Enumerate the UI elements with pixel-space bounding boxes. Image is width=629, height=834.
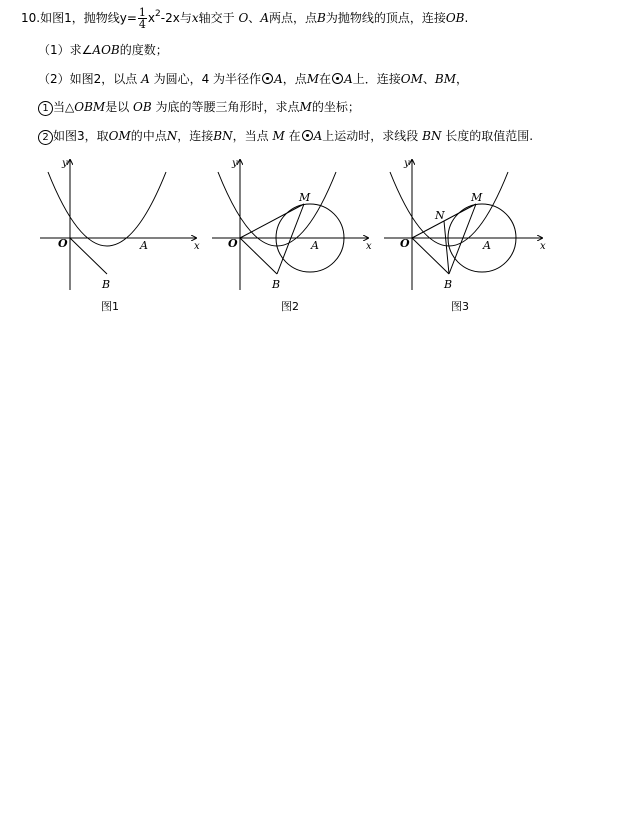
figure-2 bbox=[212, 158, 372, 291]
label-O: O bbox=[228, 237, 238, 250]
label-A: A bbox=[483, 239, 491, 252]
figure-1 bbox=[40, 158, 200, 291]
part-1: （1）求∠AOB的度数； bbox=[38, 43, 168, 57]
label-y: y bbox=[62, 158, 68, 169]
label-M: M bbox=[471, 191, 483, 204]
sub-question-1: 1 当△OBM是以 OB 为底的等腰三角形时，求点M的坐标； bbox=[38, 99, 360, 116]
problem-stem: 10.如图1，抛物线y= $\frac{1}{4}$ $x^2-2x$与x轴交于 O、A两点，点B为抛物线的顶点，连接OB. bbox=[21, 6, 469, 31]
figure-2-caption: 图2 bbox=[281, 300, 299, 313]
circled-number-1: 1 bbox=[38, 101, 53, 116]
segment-BN bbox=[444, 221, 449, 274]
parabola bbox=[218, 172, 336, 246]
figures bbox=[0, 0, 629, 320]
segment-OB bbox=[70, 238, 107, 274]
label-B: B bbox=[102, 278, 111, 291]
figure-3-caption: 图3 bbox=[451, 300, 469, 313]
part-2: （2）如图2，以点 A 为圆心，4 为半径作 A，点M在 A上．连接OM、BM， bbox=[38, 72, 469, 86]
label-A: A bbox=[140, 239, 148, 252]
segment-BM bbox=[277, 204, 304, 274]
figure-1-caption: 图1 bbox=[101, 300, 119, 313]
label-x: x bbox=[540, 241, 546, 252]
label-N: N bbox=[435, 209, 445, 222]
label-x: x bbox=[194, 241, 200, 252]
segment-BM bbox=[449, 204, 476, 274]
parabola bbox=[48, 172, 166, 246]
segment-OB bbox=[412, 238, 449, 274]
label-B: B bbox=[444, 278, 453, 291]
figure-3 bbox=[384, 158, 546, 291]
label-M: M bbox=[299, 191, 311, 204]
label-x: x bbox=[366, 241, 372, 252]
label-O: O bbox=[58, 237, 68, 250]
parabola-formula: y= $\frac{1}{4}$ $x^2-2x$ bbox=[119, 6, 180, 31]
label-A: A bbox=[311, 239, 319, 252]
segment-OM bbox=[240, 204, 304, 238]
label-O: O bbox=[400, 237, 410, 250]
sub-question-2: 2 如图3，取OM的中点N，连接BN，当点 M 在 A上运动时，求线段 BN 长度的取值范围. bbox=[38, 128, 533, 145]
problem-number: 10. bbox=[21, 11, 41, 25]
label-y: y bbox=[232, 158, 238, 169]
label-B: B bbox=[272, 278, 281, 291]
parabola bbox=[390, 172, 508, 246]
circled-number-2: 2 bbox=[38, 130, 53, 145]
label-y: y bbox=[404, 158, 410, 169]
segment-OB bbox=[240, 238, 277, 274]
fraction: $\frac{1}{4}$ bbox=[138, 6, 146, 31]
